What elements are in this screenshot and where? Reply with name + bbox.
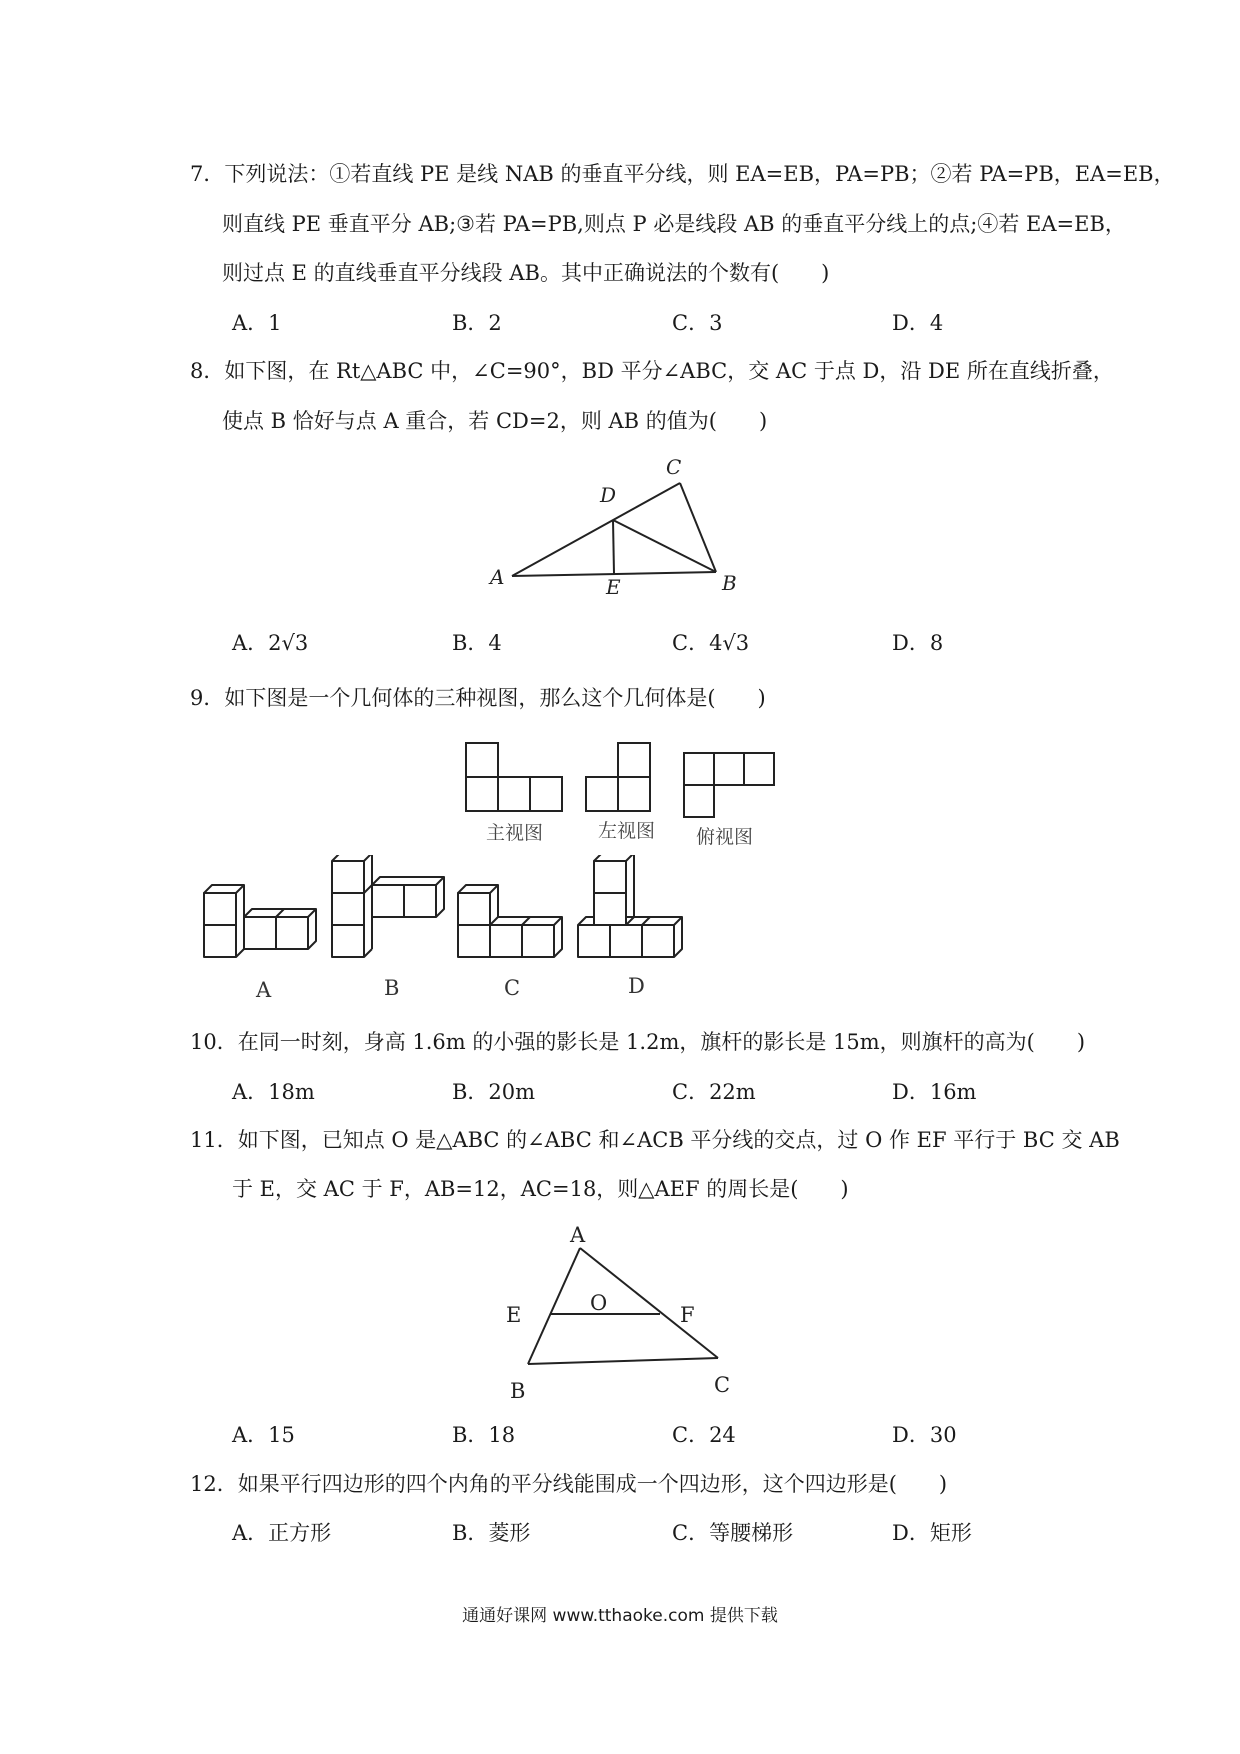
- q12-option-a: A．正方形: [232, 1521, 332, 1545]
- left-view-label: 左视图: [598, 820, 656, 842]
- q11-line1: 11．如下图，已知点 O 是△ABC 的∠ABC 和∠ACB 平分线的交点，过 O 作 EF 平行于 BC 交 AB: [190, 1128, 1120, 1152]
- front-view-label: 主视图: [486, 822, 544, 844]
- q11-option-d: D．30: [892, 1423, 957, 1447]
- q9-three-views-figure: [460, 735, 790, 850]
- solid-c: [458, 885, 562, 957]
- q11-label-c: C: [714, 1373, 731, 1397]
- solid-d-label: D: [628, 974, 645, 998]
- q11-label-o: O: [590, 1291, 608, 1315]
- q8-triangle-figure: [480, 450, 750, 610]
- q8-line2: 使点 B 恰好与点 A 重合，若 CD=2，则 AB 的值为( ): [222, 409, 768, 433]
- q8-line1: 8．如下图，在 Rt△ABC 中，∠C=90°，BD 平分∠ABC，交 AC 于点 D，沿 DE 所在直线折叠，: [190, 359, 1114, 383]
- q7-line1: 7．下列说法：①若直线 PE 是线 NAB 的垂直平分线，则 EA=EB，PA=PB；②若 PA=PB，EA=EB，: [190, 162, 1175, 186]
- q11-triangle-figure: [500, 1222, 760, 1407]
- q8-label-a: A: [490, 565, 505, 589]
- q7-option-c: C．3: [672, 311, 723, 335]
- q11-option-b: B．18: [452, 1423, 516, 1447]
- q12-option-d: D．矩形: [892, 1521, 972, 1545]
- q11-label-b: B: [510, 1379, 526, 1403]
- q11-label-a: A: [570, 1223, 586, 1247]
- q8-label-b: B: [722, 571, 737, 595]
- solid-b-label: B: [384, 976, 400, 1000]
- q9-option-solids-figure: [196, 855, 696, 1005]
- q8-option-d: D．8: [892, 631, 944, 655]
- q8-option-b: B．4: [452, 631, 502, 655]
- solid-a-label: A: [256, 978, 272, 1002]
- page-footer: 通通好课网 www.tthaoke.com 提供下载: [462, 1606, 778, 1626]
- q7-option-b: B．2: [452, 311, 502, 335]
- q11-label-e: E: [506, 1303, 522, 1327]
- q11-option-c: C．24: [672, 1423, 736, 1447]
- q11-line2: 于 E，交 AC 于 F，AB=12，AC=18，则△AEF 的周长是( ): [232, 1177, 849, 1201]
- q8-label-d: D: [600, 483, 617, 507]
- q10-option-d: D．16m: [892, 1080, 977, 1104]
- q12-line1: 12．如果平行四边形的四个内角的平分线能围成一个四边形，这个四边形是( ): [190, 1472, 948, 1496]
- q7-option-d: D．4: [892, 311, 944, 335]
- solid-d: [578, 855, 682, 957]
- solid-c-label: C: [504, 976, 521, 1000]
- q7-option-a: A．1: [232, 311, 282, 335]
- q8-option-c: C．4√3: [672, 631, 750, 655]
- q8-option-a: A．2√3: [232, 631, 309, 655]
- top-view-label: 俯视图: [696, 826, 754, 848]
- solid-b: [332, 855, 444, 957]
- q8-label-e: E: [606, 575, 621, 599]
- q10-option-c: C．22m: [672, 1080, 756, 1104]
- q10-option-b: B．20m: [452, 1080, 536, 1104]
- q10-option-a: A．18m: [232, 1080, 315, 1104]
- q12-option-b: B．菱形: [452, 1521, 531, 1545]
- q7-line3: 则过点 E 的直线垂直平分线段 AB。其中正确说法的个数有( ): [222, 261, 830, 285]
- q8-label-c: C: [666, 455, 682, 479]
- solid-a: [204, 885, 316, 957]
- q12-option-c: C．等腰梯形: [672, 1521, 794, 1545]
- q11-option-a: A．15: [232, 1423, 295, 1447]
- q10-line1: 10．在同一时刻，身高 1.6m 的小强的影长是 1.2m，旗杆的影长是 15m，则旗杆的高为( ): [190, 1030, 1086, 1054]
- q7-line2: 则直线 PE 垂直平分 AB;③若 PA=PB,则点 P 必是线段 AB 的垂直平分线上的点;④若 EA=EB，: [222, 212, 1126, 236]
- q9-line1: 9．如下图是一个几何体的三种视图，那么这个几何体是( ): [190, 686, 766, 710]
- q11-label-f: F: [680, 1303, 695, 1327]
